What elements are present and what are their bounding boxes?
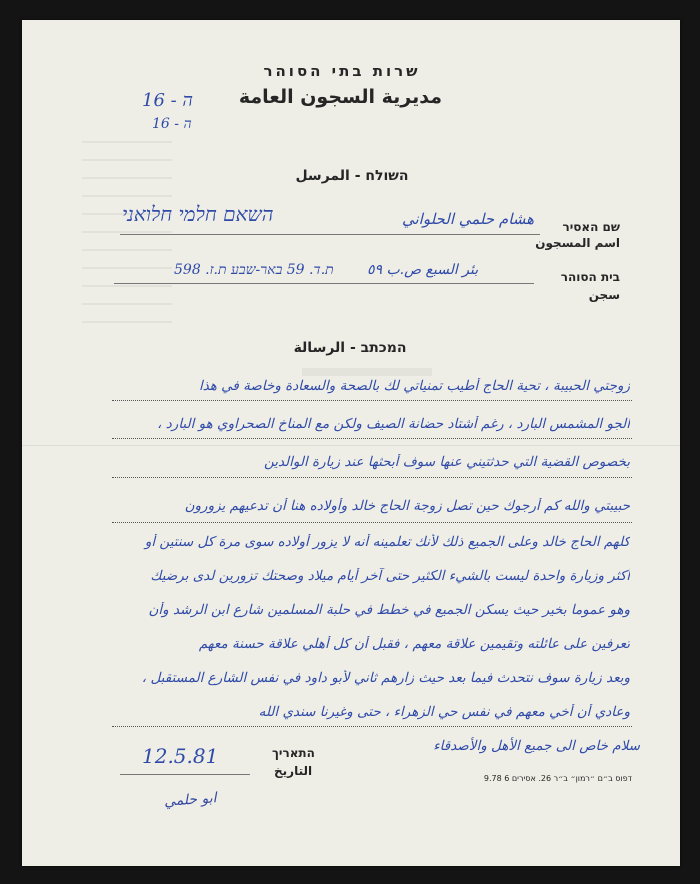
date-label-arabic: التاريخ bbox=[274, 764, 313, 778]
file-code-1: ה - 16 bbox=[142, 90, 193, 111]
signature: ابو حلمي bbox=[163, 790, 218, 810]
date-value: 12.5.81 bbox=[142, 744, 219, 768]
prisoner-name-arabic: هشام حلمي الحلواني bbox=[402, 210, 535, 228]
letter-closing: سلام خاص الى جميع الأهل والأصدقاء bbox=[433, 738, 640, 754]
letter-form bbox=[22, 20, 680, 866]
letter-line: وهو عموما بخير حيث يسكن الجميع في خطط في حلبة المسلمين شارع ابن الرشد وأن bbox=[148, 602, 630, 618]
prison-label-hebrew: בית הסוהר bbox=[560, 270, 620, 284]
sender-section-label: השולח - المرسل bbox=[295, 168, 409, 184]
prison-address-arabic: بئر السبع ص.ب ٥٩ bbox=[367, 262, 479, 278]
letter-line: كلهم الحاج خالد وعلى الجميع ذلك لأنك تعلمينه أنه لا يزور أولاده سوى مرة كل سنتين أو bbox=[144, 534, 630, 550]
letter-line: حبيبتي والله كم أرجوك حين تصل زوجة الحاج خالد وأولاده هنا أن تدعيهم يزورون bbox=[184, 498, 630, 514]
prison-address-hebrew: ת.ד. 59 באר-שבע ת.ז. 598 bbox=[174, 262, 334, 278]
authority-hebrew: שרות בתי הסוהר bbox=[263, 62, 421, 80]
letter-line: تعرفين على عائلته وتقيمين علاقة معهم ، فقبل أن كل أهلي علاقة حسنة معهم bbox=[198, 636, 630, 652]
letter-line: الجو المشمس البارد ، رغم أشتاد حضانة الصيف ولكن مع المناخ الصحراوي هو البارد ، bbox=[157, 416, 630, 432]
date-line bbox=[120, 774, 250, 775]
authority-arabic: مديرية السجون العامة bbox=[238, 86, 442, 108]
letter-line: وعادي أن أخي معهم في نفس حي الزهراء ، حتى وغيرنا سندي الله bbox=[258, 704, 630, 720]
name-line bbox=[120, 234, 540, 235]
letter-section-label: המכתב - الرسالة bbox=[293, 340, 407, 356]
print-info: דפוס ב״ם ״רמון״ ב״ר 26. אסירים 6 9.78 bbox=[483, 774, 632, 783]
letter-rule bbox=[112, 438, 632, 439]
letter-rule bbox=[112, 400, 632, 401]
letter-rule bbox=[112, 522, 632, 523]
prison-line bbox=[114, 283, 534, 284]
prisoner-name-label-hebrew: שם האסיר bbox=[562, 220, 620, 234]
prisoner-name-hebrew: השאם חלמי חלואני bbox=[122, 202, 274, 226]
bleed-through-text bbox=[302, 368, 432, 376]
letter-rule bbox=[112, 477, 632, 478]
prison-label-arabic: سجن bbox=[588, 288, 620, 302]
letter-line: وبعد زيارة سوف نتحدث فيما بعد حيث زارهم ثاني لأبو داود في نفس الشارع المستقبل ، bbox=[141, 670, 630, 686]
letter-line: زوجتي الحبيبة ، تحية الحاج أطيب تمنياتي لك بالصحة والسعادة وخاصة في هذا bbox=[198, 378, 630, 394]
letter-line: بخصوص القضية التي حدثتيني عنها سوف أبحثها عند زيارة الوالدين bbox=[263, 454, 630, 470]
prisoner-name-label-arabic: اسم المسجون bbox=[535, 236, 620, 250]
date-label-hebrew: התאריך bbox=[272, 746, 315, 760]
paper-fold bbox=[22, 445, 680, 447]
file-code-2: ה - 16 bbox=[152, 116, 192, 132]
letter-line: أكثر وزيارة واحدة ليست بالشيء الكثير حتى آخر أيام ميلاد وصحتك تزورين لدى برضيك bbox=[150, 568, 630, 584]
letter-rule bbox=[112, 726, 632, 727]
